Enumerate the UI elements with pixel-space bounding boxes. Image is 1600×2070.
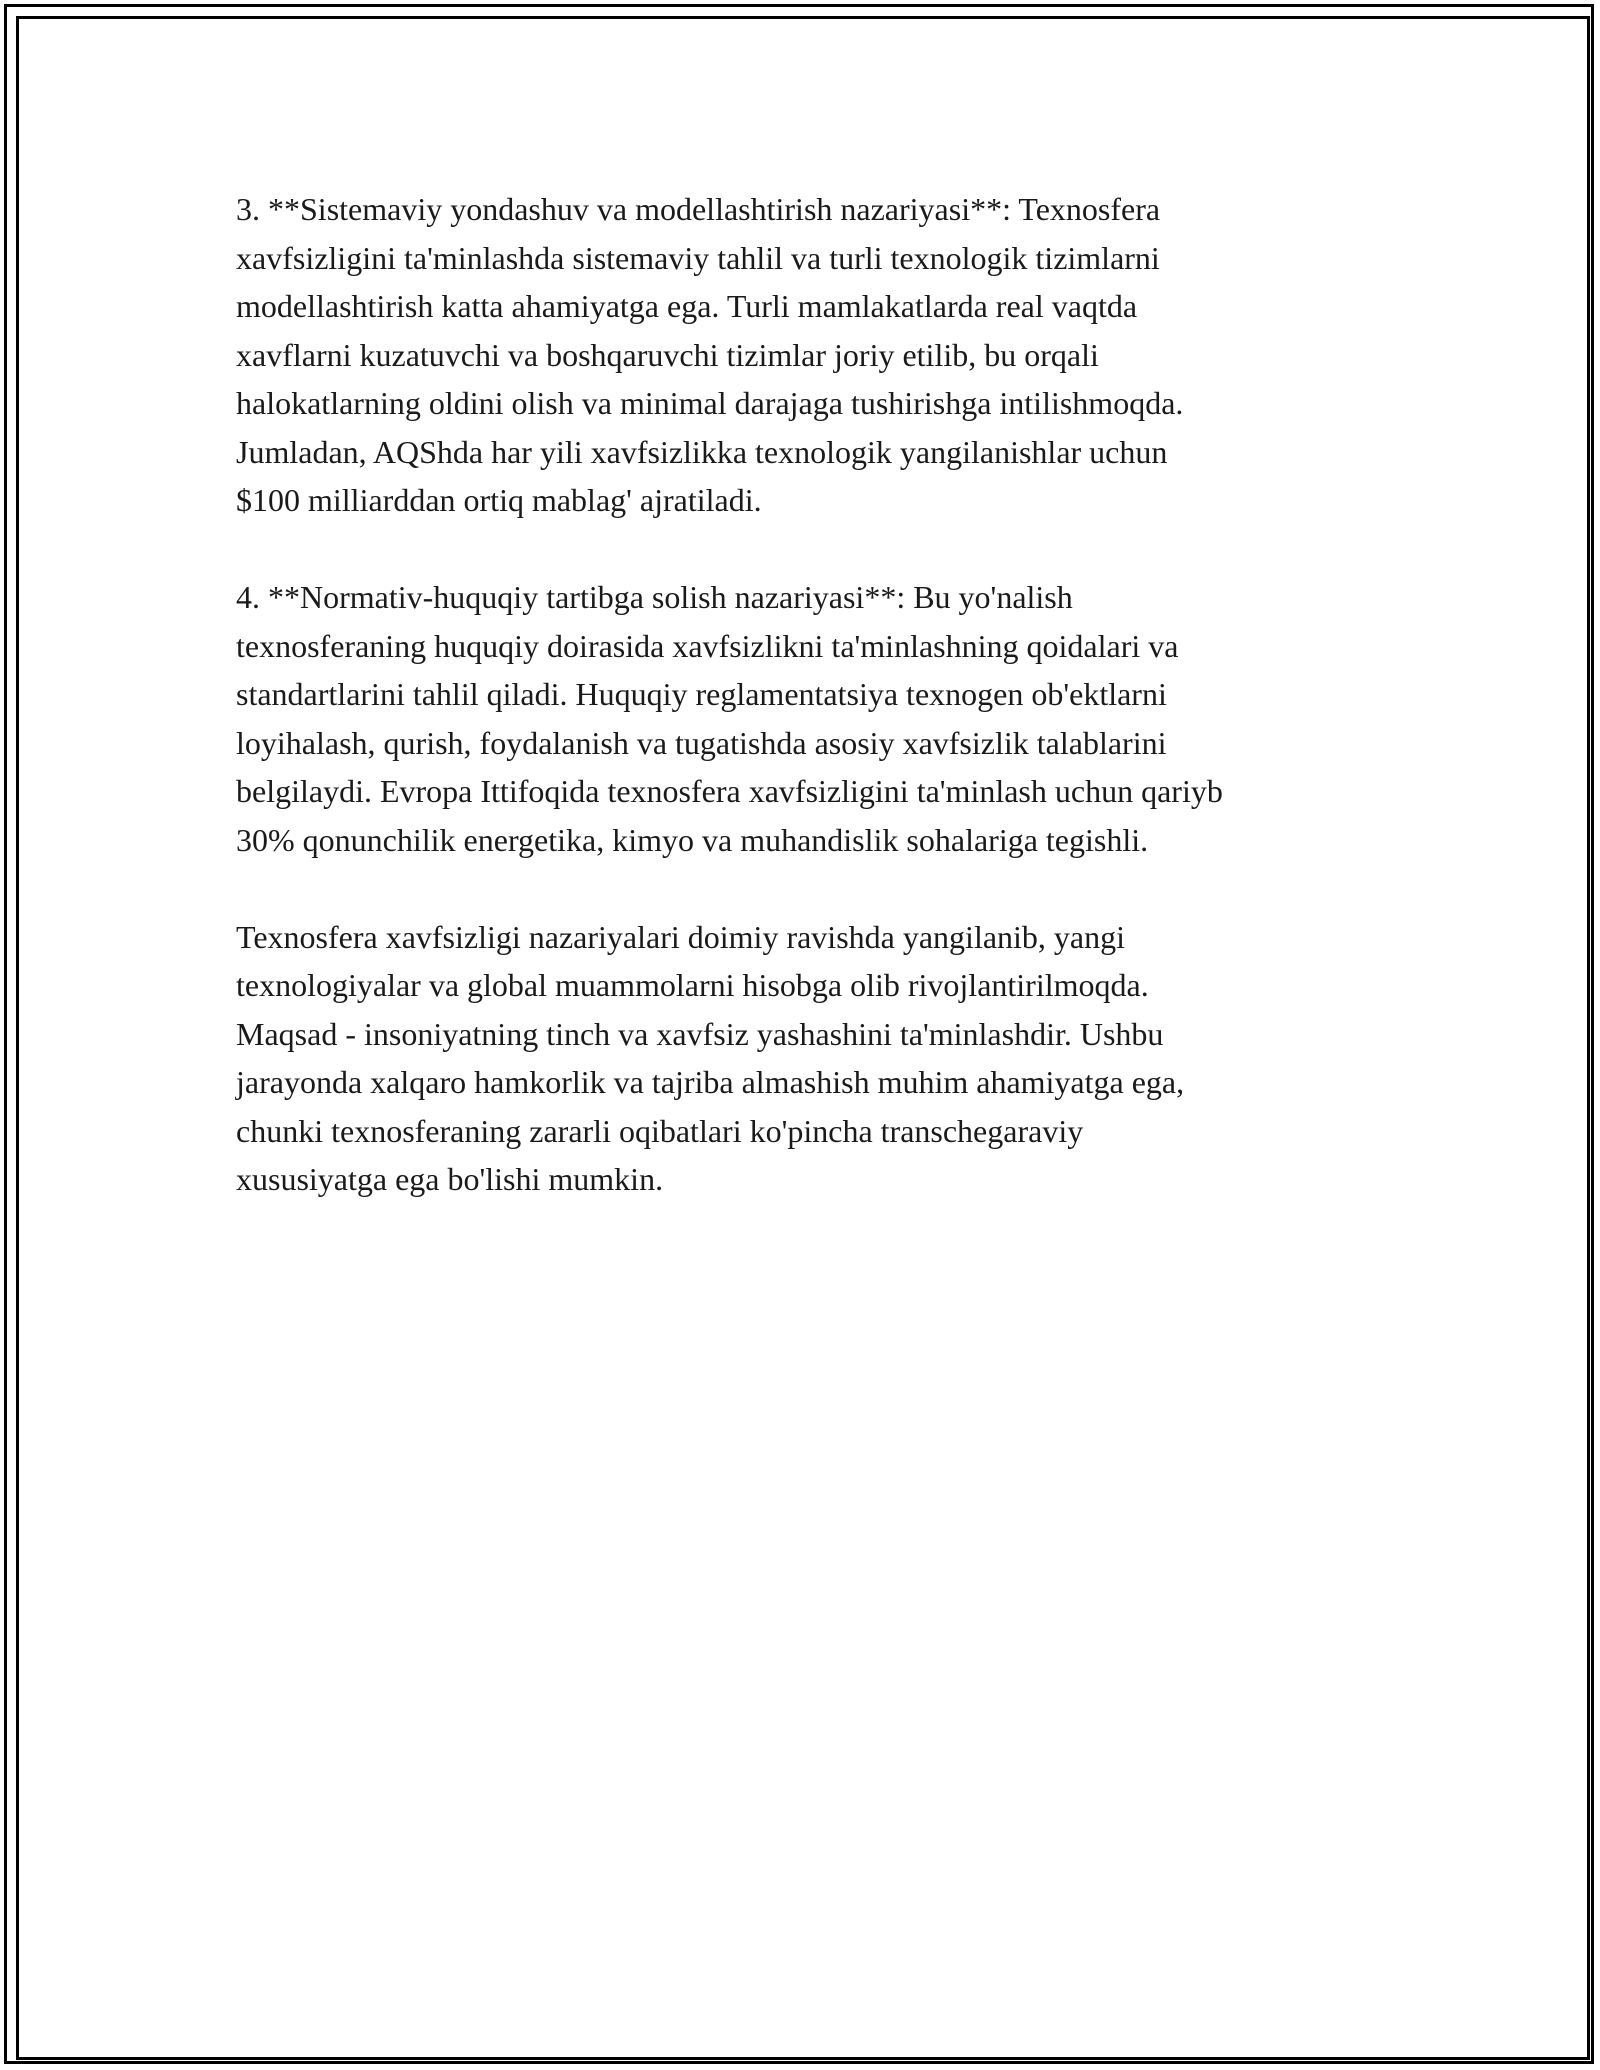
paragraph-conclusion: Texnosfera xavfsizligi nazariyalari doimiy ravishda yangilanib, yangi texnologiyalar va global muammolarni hisobga olib rivojlantirilmoqda. Maqsad - insoniyatning tinch va xavfsiz yashashini ta'minlashdir. Ushbu jarayonda xalqaro hamkorlik va tajriba almashish muhim ahamiyatga ega, chunki texnosferaning zararli oqibatlari ko'pincha transchegaraviy xususiyatga ega bo'lishi mumkin. xyxy=(236,918,1185,1197)
paragraph-systemic-approach: 3. **Sistemaviy yondashuv va modellashtirish nazariyasi**: Texnosfera xavfsizligini ta'minlashda sistemaviy tahlil va turli texnologik tizimlarni modellashtirish katta ahamiyatga ega. Turli mamlakatlarda real vaqtda xavflarni kuzatuvchi va boshqaruvchi tizimlar joriy etilib, bu orqali halokatlarning oldini olish va minimal darajaga tushirishga intilishmoqda. Jumladan, AQShda har yili xavfsizlikka texnologik yangilanishlar uchun $100 milliarddan ortiq mablag' ajratiladi. xyxy=(236,191,1184,518)
paragraph-regulatory-theory: 4. **Normativ-huquqiy tartibga solish nazariyasi**: Bu yo'nalish texnosferaning huquqiy doirasida xavfsizlikni ta'minlashning qoidalari va standartlarini tahlil qiladi. Huquqiy reglamentatsiya texnogen ob'ektlarni loyihalash, qurish, foydalanish va tugatishda asosiy xavfsizlik talablarini belgilaydi. Evropa Ittifoqida texnosfera xavfsizligini ta'minlash uchun qariyb 30% qonunchilik energetika, kimyo va muhandislik sohalariga tegishli. xyxy=(236,579,1223,858)
document-body xyxy=(236,185,1376,1252)
